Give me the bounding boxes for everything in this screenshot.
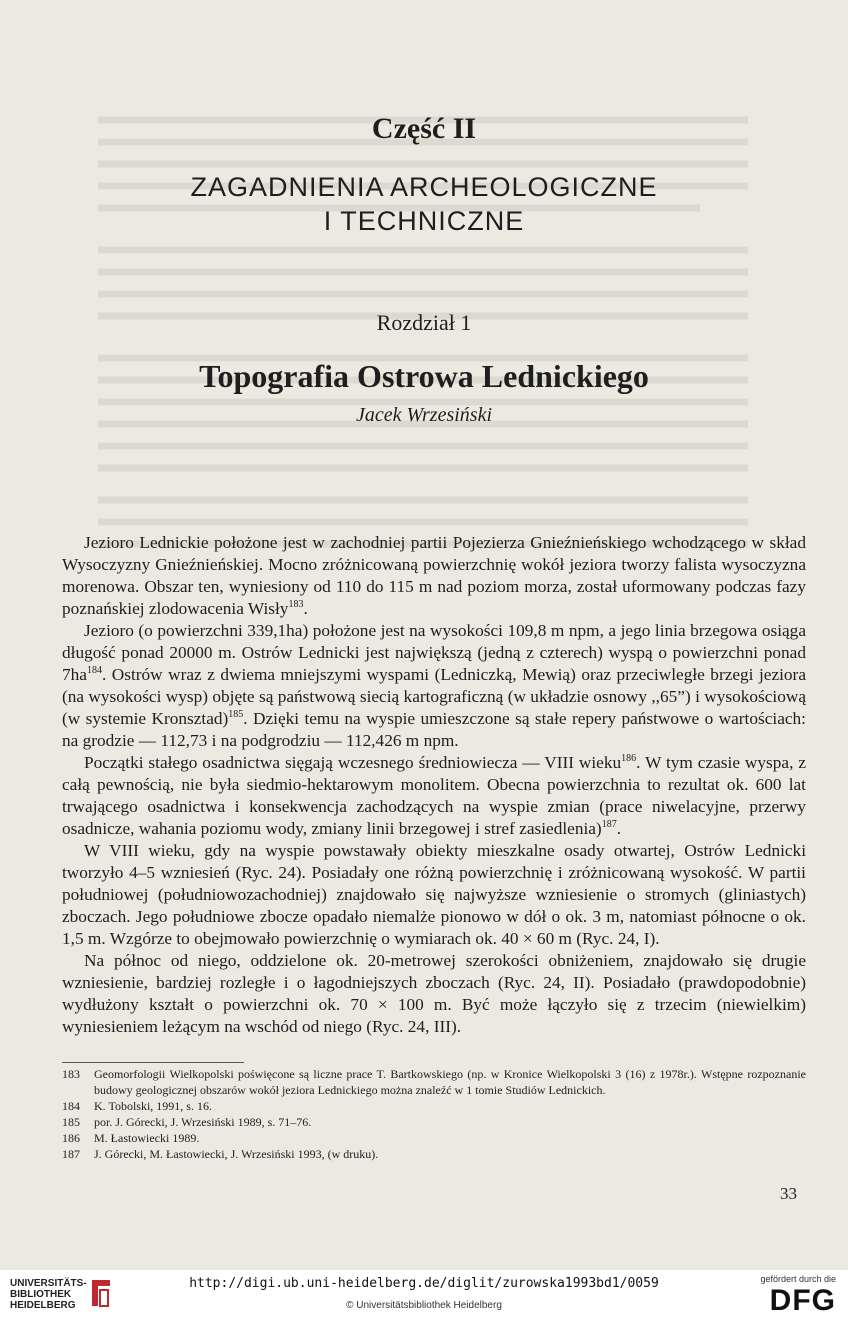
dfg-logo: DFG [769, 1284, 836, 1317]
footnotes [62, 1066, 806, 1162]
chapter-title: Topografia Ostrowa Lednickiego [199, 358, 649, 394]
footnote [62, 1146, 806, 1162]
paragraph-text: Jezioro (o powierzchni 339,1ha) położone jest na wysokości 109,8 m npm, a jego linia brzegowa osiąga długość ponad 20000 m. Ostrów Lednicki jest największą (jedną z czterech) wyspą o powierzchni ponad 7ha [62, 621, 806, 684]
section-title-line-1: ZAGADNIENIA ARCHEOLOGICZNE [190, 172, 658, 202]
footnote-text: por. J. Górecki, J. Wrzesiński 1989, s. 71–76. [94, 1115, 312, 1129]
paragraph-text: Na północ od niego, oddzielone ok. 20-metrowej szerokości obniżeniem, znajdowało się drugie wzniesienie, bardziej rozległe i o łagodniejszych zboczach (Ryc. 24, II). Posiadało (prawdopodobnie) wydłużony kształt o powierzchni ok. 70 × 100 m. Być może łączyło się z trzecim (niewielkim) wyniesieniem leżącym na wschód od niego (Ryc. 24, III). [62, 951, 806, 1036]
footnote [62, 1130, 806, 1146]
paragraph-text: . Dzięki temu na wyspie umieszczone są stałe repery państwowe o wartościach: na grodzie — 112,73 i na podgrodziu — 112,426 m npm. [62, 709, 806, 750]
footnote-number: 183 [62, 1067, 80, 1081]
copyright: © Universitätsbibliothek Heidelberg [346, 1300, 502, 1311]
paragraph [62, 620, 806, 752]
paragraph [62, 532, 806, 620]
footnote-number: 186 [62, 1131, 80, 1145]
author: Jacek Wrzesiński [355, 404, 493, 426]
footnote-text: K. Tobolski, 1991, s. 16. [94, 1099, 212, 1113]
footnote-text: Geomorfologii Wielkopolski poświęcone są liczne prace T. Bartkowskiego (np. w Kronice Wielkopolski 3 (16) z 1978r.). Wstępne rozpoznanie budowy geologicznej obszarów wokół jeziora Lednickiego można znaleźć w 1 tomie Studiów Lednickich. [94, 1067, 806, 1097]
footnote-text: J. Górecki, M. Łastowiecki, J. Wrzesiński 1993, (w druku). [94, 1147, 379, 1161]
paragraph-text: . [616, 819, 622, 838]
footnote-number: 184 [62, 1099, 80, 1113]
part-heading: Część II [371, 112, 477, 145]
footnote-divider [62, 1062, 244, 1063]
library-line-1: UNIVERSITÄTS- [10, 1278, 87, 1289]
source-url-link[interactable]: http://digi.ub.uni-heidelberg.de/diglit/zurowska1993bd1/0059 [189, 1276, 659, 1291]
footnote-number: 187 [62, 1147, 80, 1161]
chapter-label: Rozdział 1 [376, 310, 472, 335]
footnote-text: M. Łastowiecki 1989. [94, 1131, 200, 1145]
paragraph [62, 950, 806, 1038]
footnote-ref[interactable]: 184 [86, 665, 102, 677]
footer-bar [0, 1270, 848, 1324]
footnote-ref[interactable]: 187 [601, 819, 617, 831]
footnote [62, 1114, 806, 1130]
paragraph-text: Jezioro Lednickie położone jest w zachodniej partii Pojezierza Gnieźnieńskiego wchodzącego w skład Wysoczyzny Gnieźnieńskiej. Mocno zróżnicowaną powierzchnię wokół jeziora tworzy falista wysoczyzna morenowa. Obszar ten, wyniesiony od 110 do 115 m nad poziom morza, został uformowany podczas fazy poznańskiej zlodowacenia Wisły [62, 533, 806, 618]
library-line-2: BIBLIOTHEK [10, 1289, 72, 1300]
footnote [62, 1066, 806, 1098]
paragraph-text: Początki stałego osadnictwa sięgają wczesnego średniowiecza — VIII wieku [84, 753, 622, 772]
footnote [62, 1098, 806, 1114]
funded-by-label: gefördert durch die [760, 1274, 836, 1284]
paragraph-text: . Ostrów wraz z dwiema mniejszymi wyspami (Ledniczką, Mewią) oraz przeciwległe brzegi jeziora (na wysokości wysp) objęte są państwową siecią kartograficzną (w układzie osnowy ,,65”) i wysokościową (w systemie Kronsztad) [62, 665, 806, 728]
section-title-line-2: I TECHNICZNE [323, 206, 525, 236]
footnote-ref[interactable]: 185 [228, 709, 244, 721]
library-line-3: HEIDELBERG [10, 1300, 76, 1311]
paragraph-text: W VIII wieku, gdy na wyspie powstawały obiekty mieszkalne osady otwartej, Ostrów Lednicki tworzyło 4–5 wzniesień (Ryc. 24). Posiadały one różną powierzchnię i zróżnicowaną wysokość. W partii południowej (południowozachodniej) znajdowało się najwyższe wzniesienie o stromych (gliniastych) zboczach. Jego południowe zbocze opadało niemalże pionowo w dół o ok. 3 m, natomiast północne o ok. 1,5 m. Wzgórze to obejmowało powierzchnię o wymiarach ok. 40 × 60 m (Ryc. 24, I). [62, 841, 806, 948]
page-number: 33 [780, 1184, 797, 1203]
paragraph [62, 840, 806, 950]
paragraph-text: . W tym czasie wyspa, z całą pewnością, nie była siedmio-hektarowym monolitem. Obecna powierzchnia to rezultat ok. 600 lat trwającego osadnictwa i konsekwencja zachodzących na wyspie zmian (prace niwelacyjne, przerwy osadnicze, wahania poziomu wody, zmiany linii brzegowej i stref zasiedlenia) [62, 753, 806, 838]
footnote-ref[interactable]: 183 [288, 599, 304, 611]
footnote-number: 185 [62, 1115, 80, 1129]
footnote-ref[interactable]: 186 [621, 753, 637, 765]
paragraph [62, 752, 806, 840]
body-text [62, 532, 806, 1038]
section-title [0, 170, 848, 238]
paragraph-text: . [303, 599, 308, 618]
